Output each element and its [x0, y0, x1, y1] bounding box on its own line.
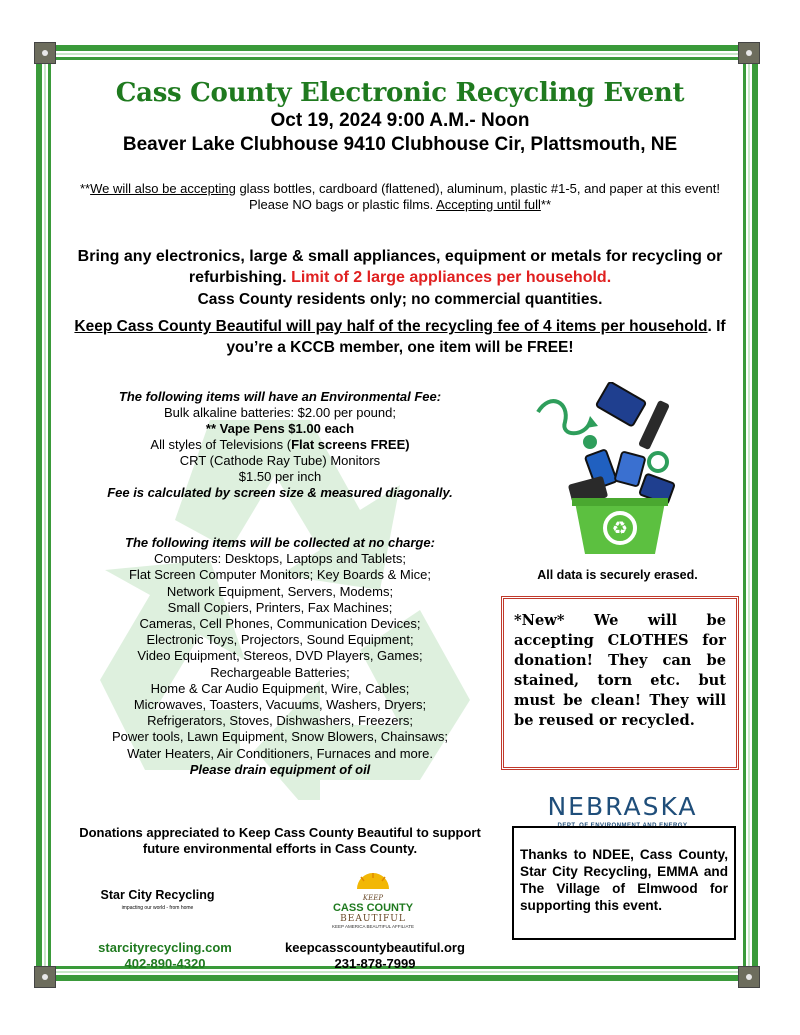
star-city-contact [75, 940, 255, 972]
event-date: Oct 19, 2024 9:00 A.M.- Noon [270, 110, 530, 131]
accepting-note-body: glass bottles, cardboard (flattened), aluminum, plastic #1-5, and paper at this event! Please NO bags or plastic films. [235, 181, 720, 212]
nebraska-dept-text: DEPT. OF ENVIRONMENT AND ENERGY [557, 823, 688, 829]
electronics-recycle-bin-icon [530, 382, 710, 557]
corner-rivet-icon [738, 966, 760, 988]
list-item: Computers: Desktops, Laptops and Tablets; [154, 551, 406, 567]
fee-note: Fee is calculated by screen size & measured diagonally. [107, 485, 453, 500]
free-section [64, 535, 496, 778]
kccb-phone: 231-878-7999 [334, 956, 416, 971]
star-city-phone: 402-890-4320 [124, 956, 206, 971]
appliance-limit: Limit of 2 large appliances per household. [291, 269, 612, 286]
star-city-logo-tagline: impacting our world - from home [121, 905, 194, 911]
residents-only: Cass County residents only; no commercial quantities. [197, 291, 603, 308]
list-item: Electronic Toys, Projectors, Sound Equipment; [146, 632, 414, 648]
list-item: Flat Screen Computer Monitors; Key Boards & Mice; [128, 567, 431, 583]
kccb-logo-affiliate: KEEP AMERICA BEAUTIFUL AFFILIATE [332, 924, 414, 929]
fee-crt-price: $1.50 per inch [238, 469, 322, 484]
list-item: Microwaves, Toasters, Vacuums, Washers, Dryers; [133, 697, 427, 713]
kccb-offer [55, 316, 745, 358]
kccb-offer-underlined: Keep Cass County Beautiful will pay half of the recycling fee of 4 items per household [74, 318, 708, 335]
fee-section [70, 389, 490, 501]
list-item: Video Equipment, Stereos, DVD Players, Games; [137, 648, 423, 664]
star-city-logo [95, 888, 220, 911]
free-heading: The following items will be collected at no charge: [125, 535, 435, 550]
fee-crt: CRT (Cathode Ray Tube) Monitors [179, 453, 381, 468]
event-location: Beaver Lake Clubhouse 9410 Clubhouse Cir, Plattsmouth, NE [122, 134, 678, 155]
kccb-logo-county: CASS COUNTY [332, 902, 414, 914]
kccb-offer-rest: . If you’re a KCCB member, one item will be FREE! [226, 318, 726, 356]
list-item: Cameras, Cell Phones, Communication Devices; [139, 616, 421, 632]
fee-tv [70, 437, 490, 453]
list-item: Rechargeable Batteries; [210, 664, 350, 680]
corner-rivet-icon [738, 42, 760, 64]
list-item: Water Heaters, Air Conditioners, Furnaces and more. [127, 745, 433, 761]
fee-vape: ** Vape Pens $1.00 each [205, 421, 355, 436]
nebraska-logo-text: NEBRASKA [547, 792, 698, 821]
corner-rivet-icon [34, 966, 56, 988]
kccb-website[interactable]: keepcasscountybeautiful.org [285, 940, 465, 955]
accepting-note-suffix: ** [540, 197, 552, 212]
svg-text:♻: ♻ [611, 518, 629, 539]
accepting-note [60, 181, 740, 213]
kccb-contact [255, 940, 495, 972]
list-item: Small Copiers, Printers, Fax Machines; [167, 599, 393, 615]
bring-paragraph [55, 246, 745, 288]
kccb-logo-beautiful: BEAUTIFUL [340, 914, 406, 924]
donations-note: Donations appreciated to Keep Cass County Beautiful to support future environmental efforts in Cass County. [79, 825, 481, 856]
kccb-logo [318, 873, 428, 929]
thanks-box: Thanks to NDEE, Cass County, Star City Recycling, EMMA and The Village of Elmwood for supporting this event. [512, 826, 736, 940]
star-city-website[interactable]: starcityrecycling.com [98, 940, 232, 955]
sunburst-icon [353, 873, 393, 889]
kccb-logo-keep: KEEP [362, 894, 384, 902]
list-item: Power tools, Lawn Equipment, Snow Blowers, Chainsaws; [112, 729, 448, 745]
fee-heading: The following items will have an Environmental Fee: [118, 389, 442, 404]
bring-text: Bring any electronics, large & small appliances, equipment or metals for recycling or refurbishing. [77, 248, 723, 286]
list-item: Network Equipment, Servers, Modems; [166, 583, 394, 599]
star-city-logo-name: Star City Recycling [100, 888, 215, 902]
accepting-note-lead: We will also be accepting [90, 181, 236, 196]
accepting-note-tail: Accepting until full [436, 197, 541, 212]
list-item: Refrigerators, Stoves, Dishwashers, Freezers; [147, 713, 413, 729]
corner-rivet-icon [34, 42, 56, 64]
list-item: Home & Car Audio Equipment, Wire, Cables; [150, 680, 410, 696]
free-note: Please drain equipment of oil [189, 761, 371, 777]
data-erased-note: All data is securely erased. [537, 568, 698, 582]
fee-tv-prefix: All styles of Televisions ( [150, 437, 292, 452]
nebraska-logo [515, 792, 730, 829]
fee-batteries: Bulk alkaline batteries: $2.00 per pound; [164, 405, 396, 420]
accepting-note-prefix: ** [79, 181, 91, 196]
event-title: Cass County Electronic Recycling Event [115, 78, 685, 108]
fee-tv-free: Flat screens FREE) [291, 437, 410, 452]
clothes-notice-box: *New* We will be accepting CLOTHES for donation! They can be stained, torn etc. but must be clean! They will be reused or recycled. [501, 596, 739, 770]
